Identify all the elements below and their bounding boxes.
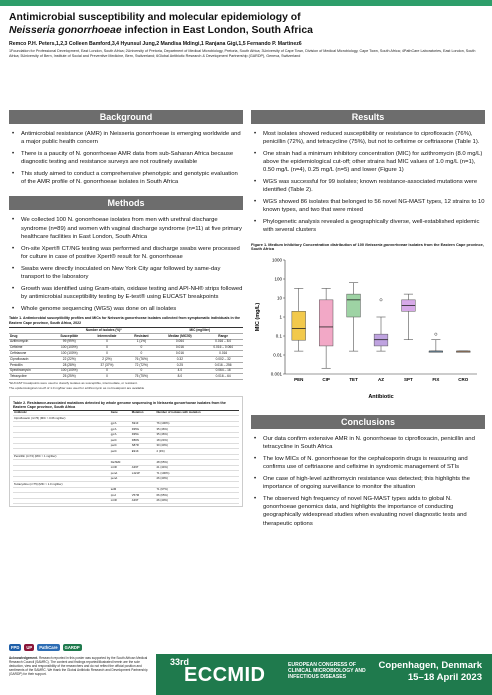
methods-list [9, 216, 243, 312]
y-axis-label: MIC (mg/L) [255, 302, 261, 332]
table2-cell: gyrA [110, 432, 131, 438]
table1-cell: Azithromycin [9, 339, 51, 345]
table2-cell: 26 (40%) [155, 476, 239, 482]
y-tick-label: 1000 [271, 257, 282, 263]
table1-cell: 75 (75%) [126, 374, 156, 380]
methods-bullet: • Whole genome sequencing (WGS) was done on all isolates [9, 305, 243, 313]
table1-cell: 0 [126, 351, 156, 357]
box-cip [319, 300, 333, 346]
table1-cell: Penicillin [9, 362, 51, 368]
y-tick-label: 100 [274, 276, 282, 282]
table1-cell: 0.002 – 32 [203, 357, 243, 363]
figure1-caption: Figure 1. Medium Inhibitory Concentration distribution of 100 Neisseria gonorrhoeae isolates from the Eastern Cape province, South Africa [251, 241, 484, 252]
table2-cell: tetM [110, 487, 131, 493]
methods-heading: Methods [9, 196, 243, 210]
table1-group-isolates: Number of isolates (%)* [51, 328, 157, 334]
table2-cell: A39T [131, 465, 156, 471]
background-bullet: • This study aimed to conduct a comprehensive phenotypic and genotypic evaluation of the AMR profile of N. gonorrhoeae isolates in South Africa [9, 170, 243, 186]
conclusions-bullet: • The low MICs of N. gonorrhoeae for the cephalosporin drugs is reassuring and confirms use of ceftriaxone and cefixime in syndromic management of STIs [251, 455, 485, 471]
conclusions-list [251, 435, 485, 528]
table1-cell: 0 [88, 339, 127, 345]
congress-dates: 15–18 April 2023 [407, 672, 482, 683]
table2-cell: penA [110, 476, 131, 482]
x-tick-label: CRO [458, 377, 469, 383]
table2-cell: 71 (100%) [155, 471, 239, 477]
results-bullet: • Most isolates showed reduced susceptibility or resistance to ciprofloxacin (76%), penicillin (72%), and tetracycline (75%), but not to cefixime or ceftriaxone (Table 1). [251, 130, 485, 146]
figure1 [251, 243, 485, 407]
table1-column-header: Range [203, 334, 243, 340]
conclusions-bullet: • Our data confirm extensive AMR in N. gonorrhoeae to ciprofloxacin, penicillin and tetracycline in South Africa [251, 435, 485, 451]
table2-cell: S87R [131, 443, 156, 449]
x-axis-label: Antibiotic [368, 394, 394, 401]
table1-cell: 0 [126, 345, 156, 351]
box-tet [347, 294, 361, 317]
results-bullet: • Phylogenetic analysis revealed a geographically diverse, well-established epidemic with several clusters [251, 218, 485, 234]
table1-column-header: Intermediate [88, 334, 127, 340]
table1-cell: 0.016 – 0.064 [203, 345, 243, 351]
outlier-point [380, 299, 382, 301]
table2-cell: 30 (40%) [155, 443, 239, 449]
table1-cell: Ceftriaxone [9, 351, 51, 357]
table1-cell: 0 [88, 368, 127, 374]
table2-cell: 35 (46%) [155, 427, 239, 433]
conclusions-bullet: • One case of high-level azithromycin resistance was detected; this highlights the importance of ongoing surveillance to monitor the situation [251, 475, 485, 491]
table2-cell: mtrR [110, 498, 131, 504]
table2-cell: V57M [131, 493, 156, 499]
up-logo: UP [26, 645, 33, 650]
title-line-1: Antimicrobial susceptibility and molecular epidemiology of [9, 12, 301, 23]
pathcare-logo: PathCare [39, 645, 58, 650]
table2-cell: gyrA [110, 421, 131, 427]
table2-column-header: Mutation [131, 410, 156, 416]
congress-location [379, 660, 482, 684]
left-column [9, 110, 243, 507]
table2-column-header: Gene [110, 410, 131, 416]
conclusions-bullet: • The observed high frequency of novel NG-MAST types adds to global N. gonorrhoeae genomics data, and highlights the importance of conducting geographically widespread studies when evaluating novel diagnostic tests and therapeutic options [251, 495, 485, 528]
table1-cell: 0.064 [156, 339, 203, 345]
table1-cell: 0.016 [203, 351, 243, 357]
table1 [9, 327, 243, 380]
table1-cell: Tetracycline [9, 374, 51, 380]
table1-cell: 0.25 [156, 362, 203, 368]
box-pen [292, 311, 306, 340]
table1-caption: Table 1. Antimicrobial susceptibility profiles and MICs for Neisseria gonorrhoeae isolates collected from symptomatic individuals in the Eastern Cape province, South Africa, 2022 [9, 316, 241, 325]
eccmid-banner [156, 654, 492, 695]
gardp-logo: GARDP [64, 645, 80, 650]
results-bullet: • WGS showed 86 isolates that belonged to 56 novel NG-MAST types, 12 strains to 10 known types, and two that were mixed [251, 198, 485, 214]
congress-full-name: EUROPEAN CONGRESS OF CLINICAL MICROBIOLOGY AND INFECTIOUS DISEASES [288, 662, 366, 681]
table1-cell: 22 (22%) [51, 357, 88, 363]
x-tick-label: CIP [322, 377, 330, 383]
table1-cell: 0.016 [156, 351, 203, 357]
table2-cell: 18 (24%) [155, 438, 239, 444]
outlier-point [435, 333, 437, 335]
table1-cell: 0 [88, 374, 127, 380]
acknowledgement: Acknowledgement. Research reported in this poster was supported by the South African Medical Research Council (SAMRC). The content and findings reported/illustrated herein are the sole deduction, view and responsibility of the researchers and do not reflect the official position and sentiments of the SAMRC. We thank the Global Antibiotic Research and Development Partnership (GARDP) for their support. [9, 656, 148, 676]
table2-cell: 2 (3%) [155, 449, 239, 455]
table2-cell: D95A [131, 432, 156, 438]
methods-bullet: • On-site Xpert® CT/NG testing was performed and discharge swabs were processed for culture in case of positive Xpert® result for N. gonorrhoeae [9, 245, 243, 261]
table1-cell: 100 (100%) [51, 351, 88, 357]
right-column [251, 110, 485, 531]
results-bullet: • One strain had a minimum inhibitory concentration (MIC) for azithromycin (8.0 mg/L) above the epidemiological cut-off; other strains had MIC values of 1.0 mg/L (n=1), 0.50 mg/L (n=4), 0.25 mg/L (n=5) and lower (Figure 1) [251, 150, 485, 175]
table2-cell: S91F [131, 421, 156, 427]
background-bullet: • Antimicrobial resistance (AMR) in Neisseria gonorrhoeae is emerging worldwide and a major public health concern [9, 130, 243, 146]
table2-cell: ponA [110, 471, 131, 477]
table1-cell: 0 [88, 351, 127, 357]
table2 [13, 410, 239, 505]
table1-cell: 8.0 [156, 374, 203, 380]
table1-cell: 72 (72%) [126, 362, 156, 368]
table1-cell: 2 (2%) [88, 357, 127, 363]
footer-left [9, 640, 154, 677]
results-list [251, 130, 485, 235]
x-tick-label: PEN [294, 377, 304, 383]
table1-cell: 100 (100%) [51, 368, 88, 374]
table2-body [13, 416, 239, 504]
table1-cell: 0.32 [156, 357, 203, 363]
x-tick-label: AZ [378, 377, 384, 383]
table2-cell: L421P [131, 471, 156, 477]
y-tick-label: 0.1 [275, 333, 282, 339]
table2-cell: Tetracycline (n=75) (MIC > 1.0 mg/liter) [13, 482, 110, 488]
table2-cell: 76 (100%) [155, 421, 239, 427]
table1-column-header: Susceptible [51, 334, 88, 340]
x-tick-label: SPT [404, 377, 413, 383]
table1-group-mic: MIC (mg/liter) [156, 328, 243, 334]
top-accent-bar [0, 0, 492, 6]
table2-cell: mtrR [110, 465, 131, 471]
table2-cell: 35 (46%) [155, 432, 239, 438]
table1-cell: Spectinomycin [9, 368, 51, 374]
table2-cell: 26 (40%) [155, 498, 239, 504]
table2-cell: 66 (65%) [155, 493, 239, 499]
table1-cell: 0 [126, 368, 156, 374]
table2-cell: rpsJ [110, 493, 131, 499]
author-list: Remco P.H. Peters,1,2,3 Colleen Bamford,3,4 Hyunsul Jung,2 Mandisa Mdingi,1 Ranjana Gigi,1,5 Fernando P. Martinez6 [9, 41, 302, 47]
table2-cell [13, 498, 110, 504]
background-heading: Background [9, 110, 243, 124]
table1-cell: 0.016 – 256 [203, 362, 243, 368]
sponsor-logos [9, 640, 154, 655]
congress-name: ECCMID [184, 664, 266, 686]
methods-bullet: • We collected 100 N. gonorrhoeae isolates from men with urethral discharge syndrome (n=89) and women with vaginal discharge syndrome (n=11) at five primary healthcare facilities in East London, South Africa [9, 216, 243, 241]
table2-cell: gyrA [110, 427, 131, 433]
table2-cell: D95G [131, 427, 156, 433]
table1-cell: 76 (76%) [126, 357, 156, 363]
table1-cell: 0.016 – 8.0 [203, 339, 243, 345]
results-heading: Results [251, 110, 485, 124]
table2-cell: E91K [131, 449, 156, 455]
table1-cell: 99 (99%) [51, 339, 88, 345]
y-tick-label: 0.01 [273, 352, 282, 358]
table1-cell: Ciprofloxacin [9, 357, 51, 363]
table1-cell: 28 (28%) [51, 362, 88, 368]
table1-cell: 25 (25%) [51, 374, 88, 380]
table1-column-header: Drug [9, 334, 51, 340]
table2-cell: 48 (65%) [155, 460, 239, 466]
table2-cell: blaTEM [110, 460, 131, 466]
table2-caption: Table 2. Resistance-associated mutations detected by whole genome sequencing in Neisseria gonorrhoeae isolates from the Eastern Cape province, South Africa [13, 400, 226, 410]
table1-column-header: Median (MIC50) [156, 334, 203, 340]
table1-note: *EUCAST breakpoints were used to classify isolates as susceptible, intermediate, or resistant. [9, 380, 138, 385]
table1-cell: 0.016 [156, 345, 203, 351]
table1-body [9, 339, 243, 379]
y-tick-label: 10 [276, 295, 282, 301]
y-tick-label: 1 [279, 314, 282, 320]
methods-bullet: • Swabs were directly inoculated on New York City agar followed by same-day transport to the laboratory [9, 265, 243, 281]
table1-cell: 1 (1%) [126, 339, 156, 345]
congress-city: Copenhagen, Denmark [378, 660, 482, 671]
table1-column-header: Resistant [126, 334, 156, 340]
title-line-2: infection in East London, South Africa [121, 24, 313, 36]
table2-cell: 21 (44%) [155, 465, 239, 471]
table2-column-header: Number of isolates with mutation [155, 410, 239, 416]
affiliations: 1Foundation for Professional Development, East London, South Africa; 2University of Pretoria, Department of Medical Microbiology, Pretoria, South Africa; 3University of Cape Town, Division of Medical Microbiology, Cape Town, South Africa; 4PathCare Laboratories, East London, South Africa; 5University of Bern, Institute of Social and Preventive Medicine, Bern, Switzerland; 6Global Antibiotic Research & Development Partnership (GARDP), Geneva, Switzerland [9, 49, 476, 58]
table2-cell: parC [110, 438, 131, 444]
table1-cell: 4.0 [156, 368, 203, 374]
table2-cell: Ciprofloxacin (n=76) (MIC > 0.06 mg/liter) [13, 416, 110, 422]
poster-title [9, 12, 485, 37]
table1-cell: 0.064 – 16 [203, 368, 243, 374]
table2-cell: D86N [131, 438, 156, 444]
table1-cell: 0.016 – 64 [203, 374, 243, 380]
table2-cell: parC [110, 449, 131, 455]
x-tick-label: FIX [432, 377, 440, 383]
table1-cell: Cefixime [9, 345, 51, 351]
congress-ordinal: 33rd [170, 657, 190, 667]
table1-cell: 37 (37%) [88, 362, 127, 368]
fpd-logo: FPD [11, 645, 20, 650]
table1-note-2: The epidemiological cut-off of 1.0 mg/liter was used for azithromycin as no breakpoint are available [9, 386, 145, 391]
background-bullet: • There is a paucity of N. gonorrhoeae AMR data from sub-Saharan Africa because diagnostic testing and resistance surveys are not routinely available [9, 150, 243, 166]
table2-cell: 71 (97%) [155, 487, 239, 493]
table2-column-header: Antibiotic [13, 410, 110, 416]
table2-row [13, 498, 239, 504]
table2-box [9, 396, 243, 507]
poster-footer [0, 640, 492, 695]
results-bullet: • WGS was successful for 99 isolates; known resistance-associated mutations were identified (Table 2). [251, 178, 485, 194]
table2-cell: parC [110, 443, 131, 449]
table2-cell: A39T [131, 498, 156, 504]
poster-header [9, 12, 485, 58]
x-tick-label: TET [349, 377, 358, 383]
background-list [9, 130, 243, 186]
mic-boxplot-chart [251, 252, 485, 402]
title-species: Neisseria gonorrhoeae [9, 24, 122, 36]
table2-cell: Penicillin (n=72) (MIC > 1 mg/liter) [13, 454, 110, 460]
table1-cell: 0 [88, 345, 127, 351]
methods-bullet: • Growth was identified using Gram-stain, oxidase testing and API-NH® strips followed by antimicrobial susceptibility testing by E-test® using EUCAST breakpoints [9, 285, 243, 301]
table1-cell: 100 (100%) [51, 345, 88, 351]
conclusions-heading: Conclusions [251, 415, 485, 429]
y-tick-label: 0.001 [270, 371, 282, 377]
table1-row [9, 374, 243, 380]
